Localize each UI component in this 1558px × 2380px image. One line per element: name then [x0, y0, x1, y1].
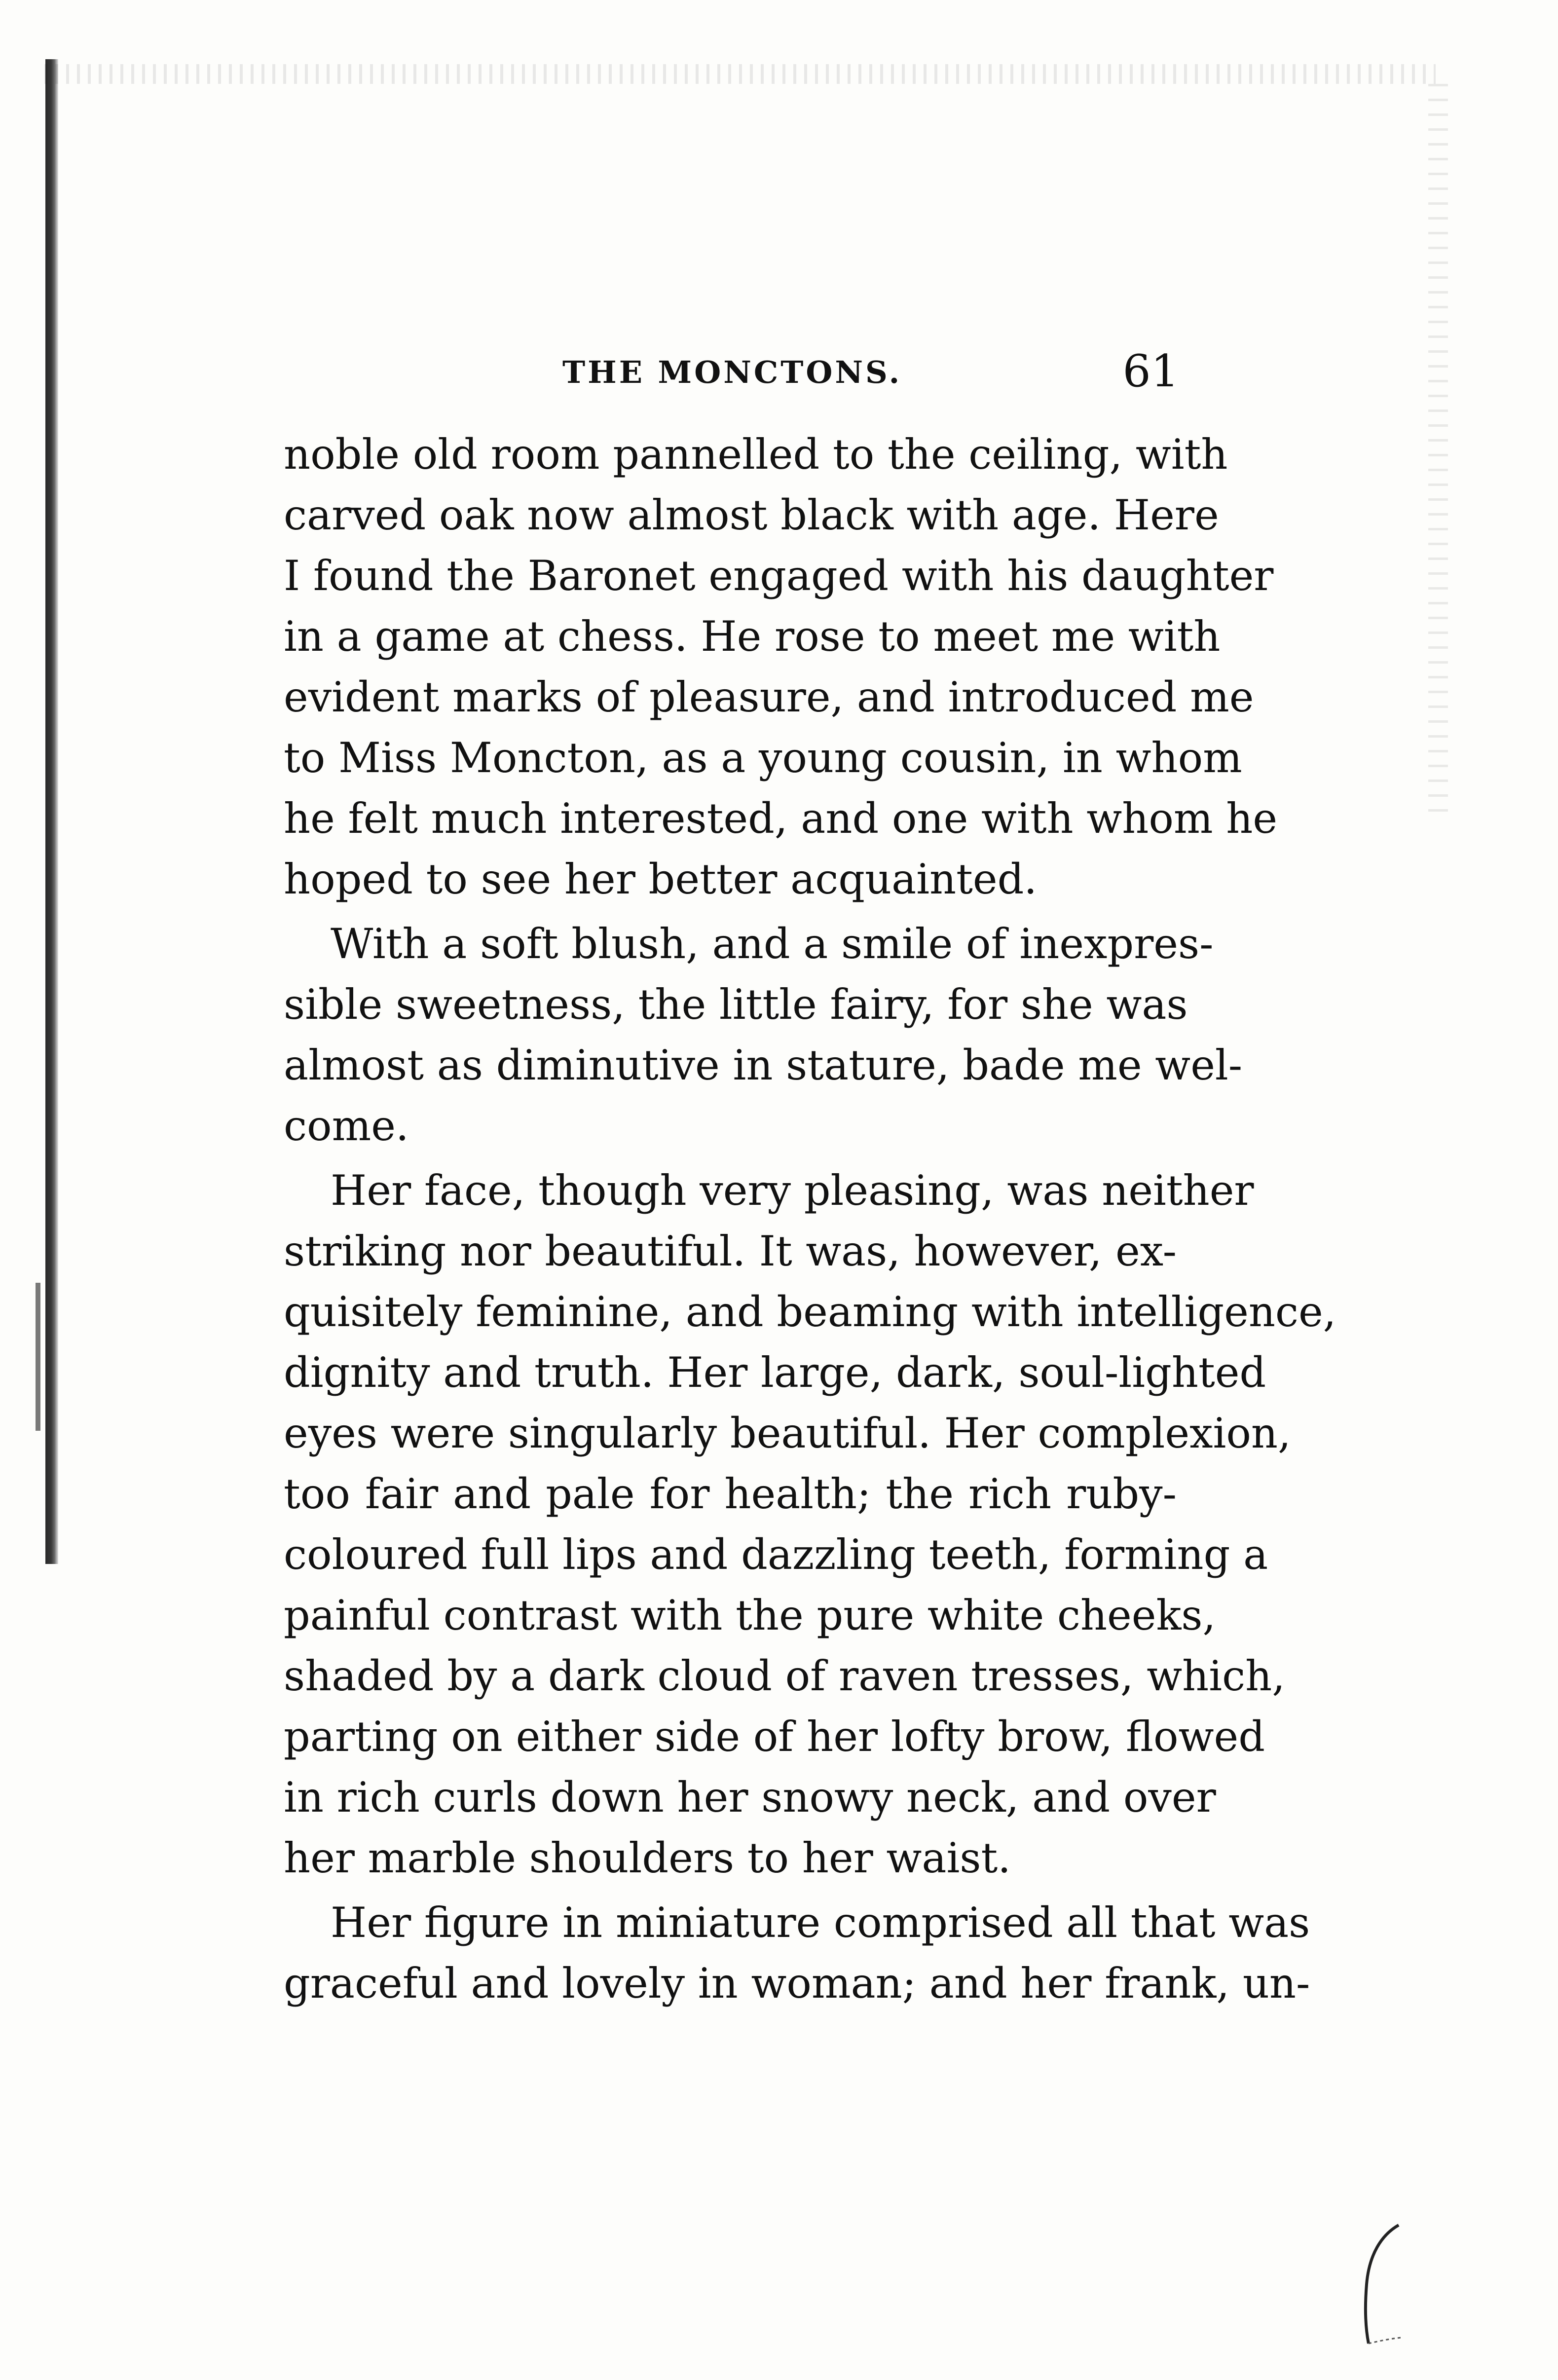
text-line: Her figure in miniature comprised all that was [331, 1898, 1310, 1947]
pen-mark [1352, 2220, 1406, 2348]
text-line: to Miss Moncton, as a young cousin, in whom [284, 734, 1242, 782]
text-line: graceful and lovely in woman; and her frank, un- [284, 1959, 1310, 2008]
paragraph [284, 914, 1243, 1156]
binding-shadow [45, 59, 58, 1564]
paragraph [284, 1893, 1310, 2014]
text-line: shaded by a dark cloud of raven tresses, which, [284, 1652, 1285, 1700]
scan-edge-top [44, 64, 1436, 84]
text-line: evident marks of pleasure, and introduced me [284, 673, 1254, 721]
page-number: 61 [1122, 345, 1179, 397]
paragraph [284, 424, 1278, 910]
text-line: With a soft blush, and a smile of inexpres- [331, 920, 1214, 968]
text-line: in a game at chess. He rose to meet me with [284, 612, 1221, 661]
text-line: dignity and truth. Her large, dark, soul-lighted [284, 1348, 1266, 1397]
text-line: sible sweetness, the little fairy, for she was [284, 980, 1188, 1029]
text-line: noble old room pannelled to the ceiling, with [284, 430, 1228, 479]
text-line: coloured full lips and dazzling teeth, forming a [284, 1530, 1268, 1579]
running-title: THE MONCTONS. [562, 354, 902, 390]
scan-edge-right [1428, 84, 1448, 824]
text-line: in rich curls down her snowy neck, and over [284, 1773, 1216, 1822]
text-line: come. [284, 1102, 409, 1150]
running-head [276, 340, 1179, 395]
text-line: eyes were singularly beautiful. Her complexion, [284, 1409, 1291, 1457]
text-line: parting on either side of her lofty brow, flowed [284, 1712, 1265, 1761]
binding-shadow-lower [36, 1283, 40, 1431]
text-line: hoped to see her better acquainted. [284, 855, 1038, 903]
text-line: Her face, though very pleasing, was neither [331, 1166, 1254, 1215]
text-line: almost as diminutive in stature, bade me wel- [284, 1041, 1243, 1089]
paragraph [284, 1160, 1336, 1889]
text-line: I found the Baronet engaged with his daughter [284, 552, 1274, 600]
text-line: her marble shoulders to her waist. [284, 1834, 1011, 1882]
body-text [284, 424, 1336, 2014]
text-line: he felt much interested, and one with whom he [284, 794, 1278, 843]
text-line: too fair and pale for health; the rich ruby- [284, 1470, 1177, 1518]
text-line: carved oak now almost black with age. Here [284, 491, 1219, 539]
text-line: striking nor beautiful. It was, however, ex- [284, 1227, 1177, 1275]
text-line: painful contrast with the pure white cheeks, [284, 1591, 1216, 1639]
text-line: quisitely feminine, and beaming with intelligence, [284, 1288, 1336, 1336]
